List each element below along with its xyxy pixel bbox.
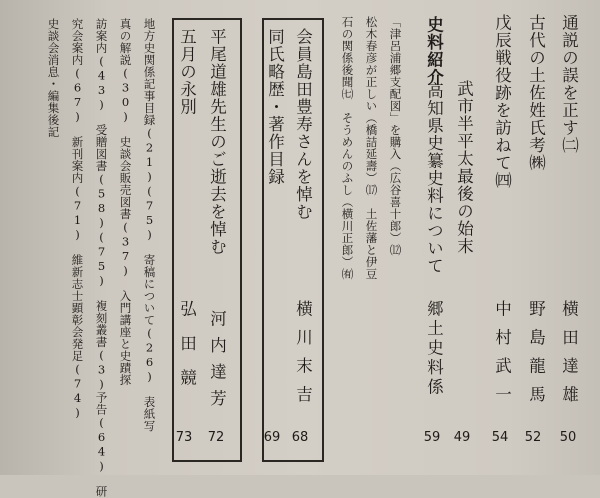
entry-title-8: 同氏略歴・著作目録 bbox=[265, 28, 285, 186]
entry-page-4: 49 bbox=[453, 430, 471, 445]
entry-title-4: 武市半平太最後の始末 bbox=[454, 80, 474, 255]
misc-line-4: 究会案内(67) 新刊案内(71) 維新志士顕彰会発足(74) bbox=[70, 18, 85, 420]
misc-line-2: 真の解説(30) 史談会販売図書(37) 入門講座と史蹟探 bbox=[118, 18, 133, 386]
entry-author-3: 中村武一 bbox=[492, 300, 512, 414]
entry-page-7: 68 bbox=[291, 430, 309, 445]
entry-title-7: 会員島田豊寿さんを悼む bbox=[293, 28, 313, 221]
entry-page-8: 69 bbox=[263, 430, 281, 445]
entry-page-10: 73 bbox=[175, 430, 193, 445]
entry-page-5: 59 bbox=[423, 430, 441, 445]
entry-title-9: 平尾道雄先生のご逝去を悼む bbox=[207, 28, 227, 256]
entry-page-9: 72 bbox=[207, 430, 225, 445]
entry-e6-line-3: 石の関係後聞㈦ そうめんのふし（横川正郎）㈲ bbox=[340, 16, 355, 280]
misc-line-1: 地方史関係記事目録(21)(75) 寄稿について(26) 表紙写 bbox=[142, 18, 157, 432]
entry-author-9: 河内達芳 bbox=[207, 310, 227, 416]
entry-page-1: 50 bbox=[559, 430, 577, 445]
entry-author-7: 横川末吉 bbox=[293, 300, 313, 414]
entry-page-3: 54 bbox=[491, 430, 509, 445]
misc-line-5: 史談会消息・編集後記 bbox=[46, 18, 61, 138]
entry-page-2: 52 bbox=[524, 430, 542, 445]
entry-title-10: 五月の永別 bbox=[177, 28, 197, 116]
entry-title-3: 戊辰戦役跡を訪ねて㈣ bbox=[492, 14, 512, 189]
entry-author-2: 野島龍馬 bbox=[526, 300, 546, 414]
entry-title-1: 通説の誤を正す㈡ bbox=[559, 14, 579, 154]
section-heading: 史料紹介 bbox=[424, 16, 444, 86]
entry-e6-line-2: 松木春彦が正しい（橋詰延壽）⒄ 土佐藩と伊豆 bbox=[364, 16, 379, 280]
entry-author-5: 郷土史料係 bbox=[424, 300, 444, 398]
entry-title-5: 高知県史纂史料について bbox=[424, 82, 444, 275]
entry-author-1: 横田達雄 bbox=[559, 300, 579, 414]
entry-title-2: 古代の土佐姓氏考㈱ bbox=[526, 14, 546, 172]
entry-e6-line-1: 「津呂浦郷支配図」を購入（広谷喜十郎）⑿ bbox=[388, 16, 403, 256]
misc-line-3: 訪案内(43) 受贈図書(58)(75) 複刻叢書(3)予告(64) 研 bbox=[94, 18, 109, 498]
entry-author-10: 弘田競 bbox=[177, 300, 197, 404]
